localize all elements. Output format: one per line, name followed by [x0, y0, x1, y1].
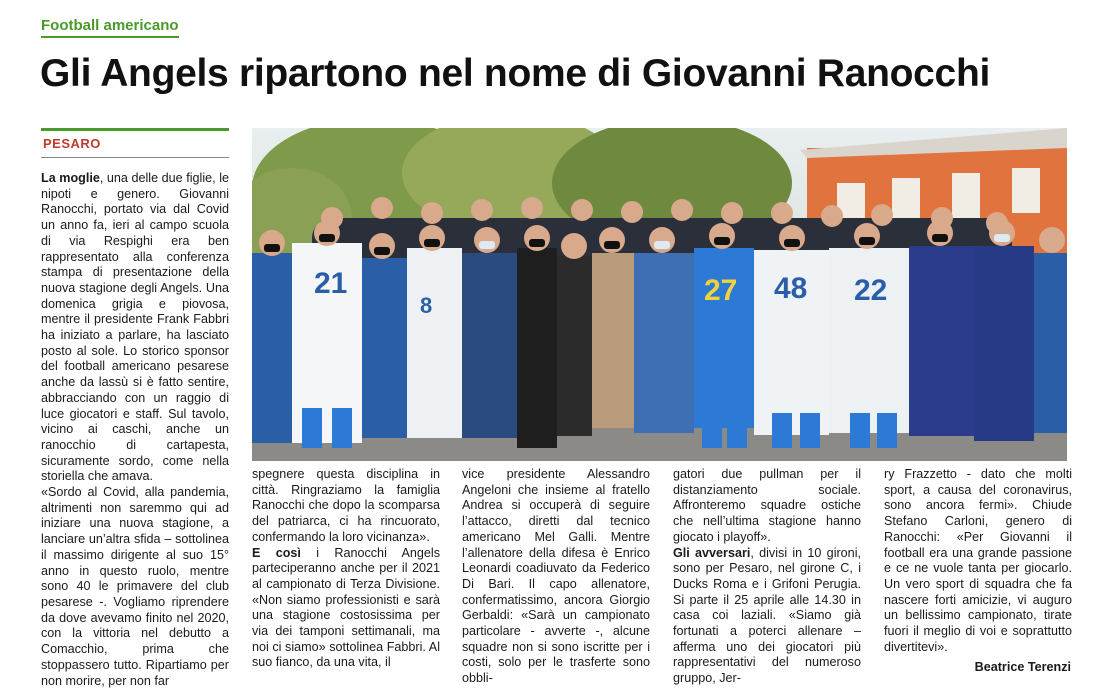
jersey-number: 48: [774, 272, 808, 305]
dateline-location: PESARO: [43, 136, 101, 151]
jersey-number: 22: [854, 274, 888, 307]
paragraph: gatori due pullman per il distanziamento sociale. Affronteremo squadre ostiche che nell’ultima stagione hanno giocato i playoff».: [673, 467, 861, 544]
author-byline: Beatrice Terenzi: [974, 660, 1071, 674]
jersey-number: 27: [704, 274, 738, 307]
article-column-1: [41, 171, 229, 689]
paragraph: [41, 171, 229, 485]
paragraph: [673, 546, 861, 687]
paragraph: spegnere questa disciplina in città. Ringraziamo la famiglia Ranocchi che dopo la scomparsa del patriarca, ci ha rincuorato, confermando la loro vicinanza».: [252, 467, 440, 544]
team-photo: [252, 128, 1067, 461]
paragraph: ry Frazzetto - dato che molti sport, a causa del coronavirus, sono ancora fermi». Chiude Stefano Carloni, genero di Ranocchi: «Per Giovanni il football era una grande passione e ce ne vuole tanta per giocarlo. Un vero sport di squadra che fa nascere forti amicizie, vi auguro un bellissimo campionato, tirate fuori il meglio di voi e soprattutto divertitevi».: [884, 467, 1072, 654]
paragraph-lead: Gli avversari: [673, 545, 751, 560]
article-column-5: [884, 467, 1072, 655]
section-kicker: Football americano: [41, 17, 179, 38]
paragraph-text: , divisi in 10 gironi, sono per Pesaro, nel girone C, i Ducks Roma e i Grifoni Perugia. Si parte il 25 aprile alle 14.30 in casa coi laziali. «Siamo già fortunati a poterci allenare – afferma uno dei giocatori più rappresentativi del numeroso gruppo, Jer-: [673, 545, 861, 686]
paragraph-lead: La moglie: [41, 171, 100, 185]
article-column-4: [673, 467, 861, 687]
location-rule: [41, 128, 229, 131]
jersey-number: 8: [420, 293, 433, 318]
article-column-2: [252, 467, 440, 671]
paragraph: [252, 546, 440, 672]
team-photo-image: [252, 128, 1067, 461]
paragraph-text: i Ranocchi Angels parteciperanno anche per il 2021 al campionato di Terza Divisione. «Non siamo professionisti e sarà una stagione costosissima per via dei tamponi settimanali, ma noi ci siamo» sottolinea Fabbri. Al suo fianco, da una vita, il: [252, 545, 440, 670]
article-column-3: [462, 467, 650, 687]
article-headline: Gli Angels ripartono nel nome di Giovanni Ranocchi: [40, 52, 991, 95]
paragraph: «Sordo al Covid, alla pandemia, altrimenti non saremmo qui ad iniziare una nuova stagione, a lanciare un’altra sfida – sottolinea il massimo dirigente al suo 15° anno in questo ruolo, mentre sono 40 le primavere del club pesarese -. Vogliamo riprendere da dove avevamo finito nel 2020, con la vittoria nel debutto a Comacchio, prima che stoppassero tutto. Ripartiamo per non morire, per non far: [41, 485, 229, 688]
location-divider: [41, 157, 229, 158]
paragraph-text: , una delle due figlie, le nipoti e genero. Giovanni Ranocchi, portato via dal Covid un anno fa, ieri al campo scuola di via Respighi era ben rappresentato alla conferenza stampa di presentazione della nuova stagione degli Angels. Una domenica grigia e piovosa, mentre il presidente Frank Fabbri ha iniziato a parlare, ha lasciato posto al sole. Lo storico sponsor del football americano pesarese anche da lassù si è fatto sentire, abbracciando con un raggio di luce giocatori e staff. Sul tavolo, vicino ai caschi, anche un ranocchio di cartapesta, sicuramente sordo, come nella storiella che amava.: [41, 171, 230, 484]
paragraph-lead: E così: [252, 545, 301, 560]
jersey-number: 21: [314, 267, 348, 300]
paragraph: vice presidente Alessandro Angeloni che insieme al fratello Andrea si occuperà di seguire l’attacco, diretti dal tecnico americano Mel Galli. Mentre l’allenatore della difesa è Enrico Leonardi coadiuvato da Federico Di Bari. Il capo allenatore, confermatissimo, ancora Giorgio Gerbaldi: «Sarà un campionato particolare - avverte -, alcune squadre non si sono iscritte per i costi, solo per le trasferte sono obbli-: [462, 467, 650, 686]
